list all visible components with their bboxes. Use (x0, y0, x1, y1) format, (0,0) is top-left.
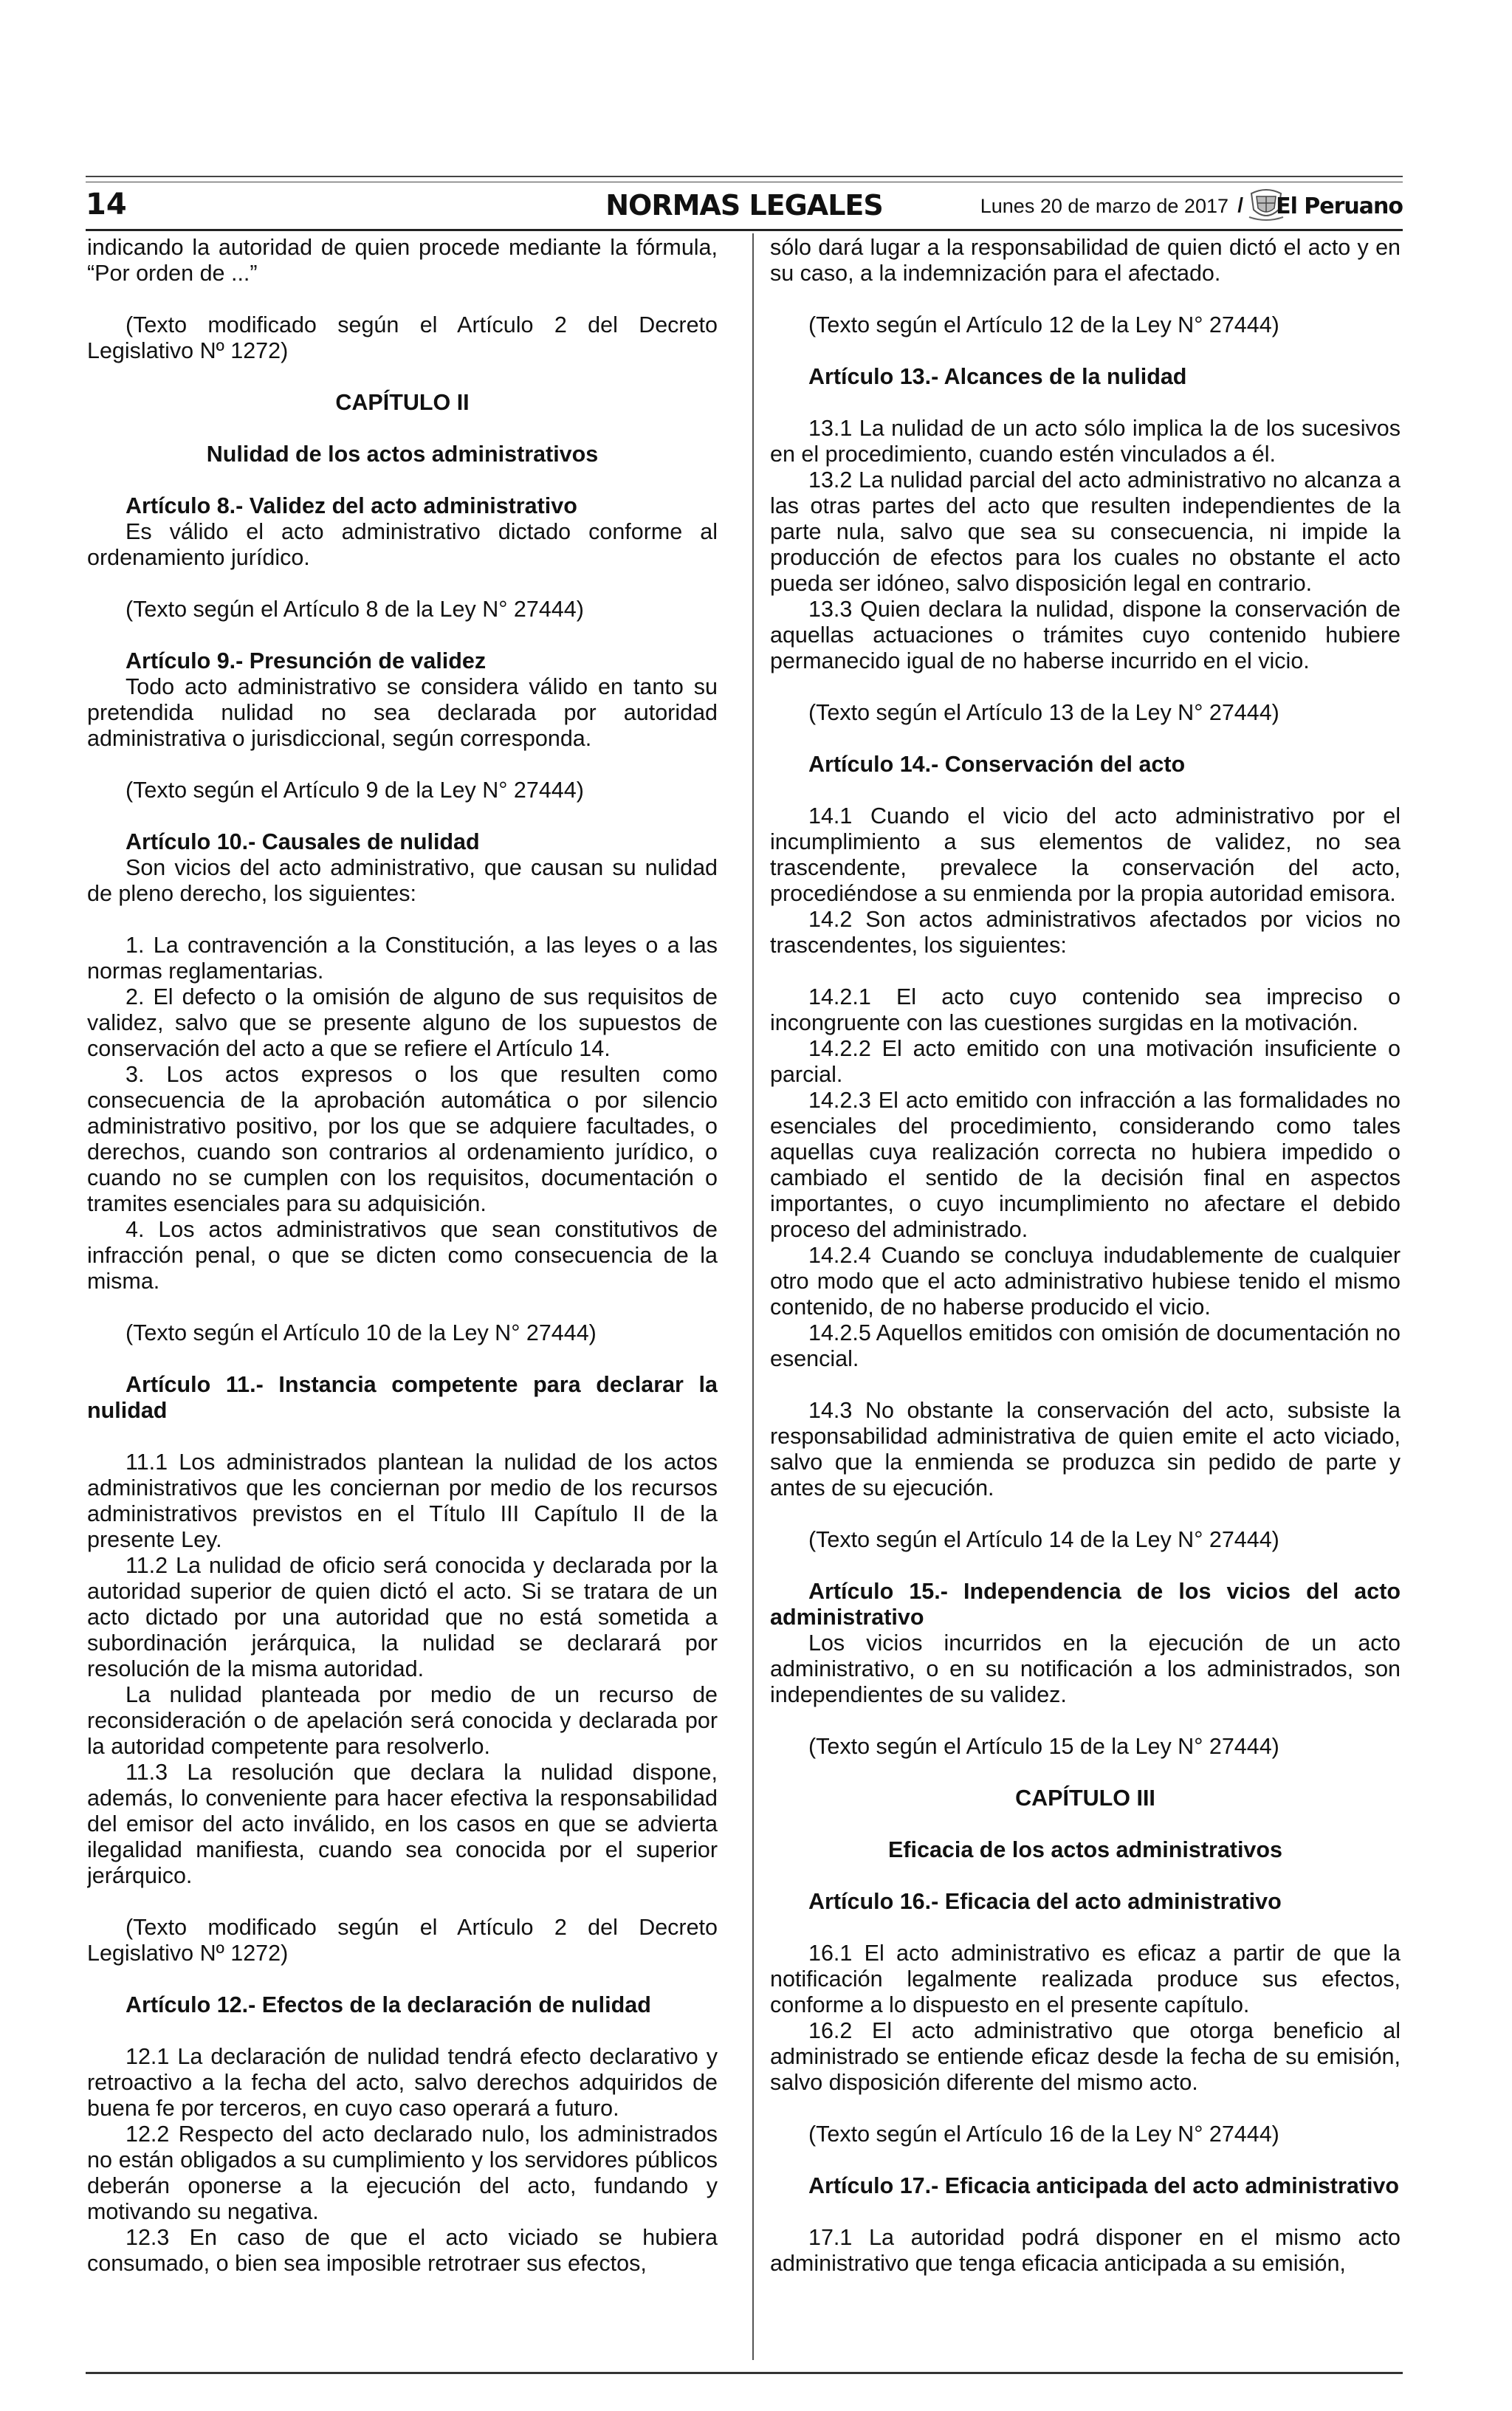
paragraph: indicando la autoridad de quien procede mediante la fórmula, “Por orden de ...” (87, 235, 718, 286)
paragraph: 11.2 La nulidad de oficio será conocida y declarada por la autoridad superior de quien dictó el acto. Si se tratara de un acto dictado por una autoridad que no está sometida a subordinación jerárquica, la nulidad se declarará por resolución de la misma autoridad. (87, 1553, 718, 1681)
article-heading: Artículo 11.- Instancia competente para declarar la nulidad (87, 1372, 718, 1423)
list-item: 1. La contravención a la Constitución, a las leyes o a las normas reglamentarias. (87, 933, 718, 984)
paragraph: 14.1 Cuando el vicio del acto administrativo por el incumplimiento a sus elementos de validez, no sea trascendente, prevalece la conservación del acto, procediéndose a su enmienda por la propia autoridad emisora. (770, 803, 1401, 906)
paragraph: 12.1 La declaración de nulidad tendrá efecto declarativo y retroactivo a la fecha del acto, salvo derechos adquiridos de buena fe por terceros, en cuyo caso operará a futuro. (87, 2044, 718, 2121)
paragraph: 14.3 No obstante la conservación del acto, subsiste la responsabilidad administrativa de quien emite el acto viciado, salvo que la enmienda se produzca sin pedido de parte y antes de su ejecución. (770, 1398, 1401, 1501)
chapter-title: Eficacia de los actos administrativos (888, 1837, 1282, 1862)
paragraph: 11.1 Los administrados plantean la nulidad de los actos administrativos que les conciernan por medio de los recursos administrativos previstos en el Título III Capítulo II de la presente Ley. (87, 1450, 718, 1552)
chapter-heading: CAPÍTULO III (1015, 1786, 1155, 1811)
chapter-heading: CAPÍTULO II (335, 390, 470, 415)
list-item: 3. Los actos expresos o los que resulten como consecuencia de la aprobación automática o por silencio administrativo positivo, por los que se adquiere facultades, o derechos, cuando son contrarios al ordenamiento jurídico, o cuando no se cumplen con los requisitos, documentación o tramites esenciales para su adquisición. (87, 1062, 718, 1216)
paragraph: La nulidad planteada por medio de un recurso de reconsideración o de apelación será conocida y declarada por la autoridad competente para resolverlo. (87, 1682, 718, 1759)
article-heading: Artículo 8.- Validez del acto administrativo (126, 493, 577, 518)
paragraph: 13.3 Quien declara la nulidad, dispone la conservación de aquellas actuaciones o trámites cuyo contenido hubiere permanecido igual de no haberse incurrido en el vicio. (770, 597, 1401, 673)
issue-date: Lunes 20 de marzo de 2017 (980, 195, 1228, 217)
source-note: (Texto según el Artículo 16 de la Ley N° 27444) (808, 2122, 1279, 2147)
paragraph: Es válido el acto administrativo dictado conforme al ordenamiento jurídico. (87, 519, 718, 570)
page-number: 14 (86, 188, 127, 222)
list-item: 14.2.2 El acto emitido con una motivación insuficiente o parcial. (770, 1036, 1401, 1087)
section-title: NORMAS LEGALES (605, 189, 883, 222)
list-item: 4. Los actos administrativos que sean constitutivos de infracción penal, o que se dicten como consecuencia de la misma. (87, 1217, 718, 1294)
paragraph: 14.2 Son actos administrativos afectados por vicios no trascendentes, los siguientes: (770, 907, 1401, 958)
list-item: 14.2.5 Aquellos emitidos con omisión de documentación no esencial. (770, 1320, 1401, 1371)
paragraph: sólo dará lugar a la responsabilidad de quien dictó el acto y en su caso, a la indemnización para el afectado. (770, 235, 1401, 286)
paragraph: 13.2 La nulidad parcial del acto administrativo no alcanza a las otras partes del acto que resulten independientes de la parte nula, salvo que sea su consecuencia, ni impide la producción de efectos para los cuales no obstante el acto pueda ser idóneo, salvo disposición legal en contrario. (770, 467, 1401, 596)
paragraph: 16.1 El acto administrativo es eficaz a partir de que la notificación legalmente realizada produce sus efectos, conforme a lo dispuesto en el presente capítulo. (770, 1941, 1401, 2017)
source-note: (Texto según el Artículo 8 de la Ley N° 27444) (126, 597, 584, 622)
article-heading: Artículo 10.- Causales de nulidad (126, 829, 480, 854)
paragraph: 17.1 La autoridad podrá disponer en el mismo acto administrativo que tenga eficacia anticipada a su emisión, (770, 2225, 1401, 2276)
article-heading: Artículo 13.- Alcances de la nulidad (808, 364, 1187, 389)
paragraph: Todo acto administrativo se considera válido en tanto su pretendida nulidad no sea declarada por autoridad administrativa o jurisdiccional, según corresponda. (87, 674, 718, 751)
paragraph: Los vicios incurridos en la ejecución de un acto administrativo, o en su notificación a los administrados, son independientes de su validez. (770, 1630, 1401, 1707)
right-column (770, 235, 1401, 2362)
top-rule (86, 176, 1403, 177)
source-note: (Texto según el Artículo 14 de la Ley N° 27444) (808, 1527, 1279, 1552)
source-note: (Texto modificado según el Artículo 2 del Decreto Legislativo Nº 1272) (87, 312, 718, 363)
source-note: (Texto según el Artículo 10 de la Ley N° 27444) (126, 1320, 597, 1345)
left-column (87, 235, 718, 2362)
article-heading: Artículo 17.- Eficacia anticipada del acto administrativo (808, 2173, 1400, 2198)
paragraph: 16.2 El acto administrativo que otorga beneficio al administrado se entiende eficaz desde la fecha de su emisión, salvo disposición diferente del mismo acto. (770, 2018, 1401, 2095)
article-heading: Artículo 15.- Independencia de los vicios del acto administrativo (770, 1579, 1401, 1630)
source-note: (Texto según el Artículo 12 de la Ley N° 27444) (808, 312, 1279, 337)
paragraph: 12.2 Respecto del acto declarado nulo, los administrados no están obligados a su cumplimiento y los servidores públicos deberán oponerse a la ejecución del acto, fundando y motivando su negativa. (87, 2122, 718, 2224)
paragraph: 12.3 En caso de que el acto viciado se hubiera consumado, o bien sea imposible retrotraer sus efectos, (87, 2225, 718, 2276)
source-note: (Texto según el Artículo 13 de la Ley N° 27444) (808, 700, 1279, 725)
paragraph: 11.3 La resolución que declara la nulidad dispone, además, lo conveniente para hacer efectiva la responsabilidad del emisor del acto inválido, en los casos en que se advierta ilegalidad manifiesta, cuando sea conocida por el superior jerárquico. (87, 1760, 718, 1888)
article-heading: Artículo 14.- Conservación del acto (808, 752, 1186, 777)
bottom-rule (86, 2372, 1403, 2374)
list-item: 2. El defecto o la omisión de alguno de sus requisitos de validez, salvo que se presente alguno de los supuestos de conservación del acto a que se refiere el Artículo 14. (87, 984, 718, 1061)
column-divider (752, 233, 754, 2360)
newspaper-brand: El Peruano (1276, 193, 1403, 219)
paragraph: Son vicios del acto administrativo, que causan su nulidad de pleno derecho, los siguientes: (87, 855, 718, 906)
list-item: 14.2.4 Cuando se concluya indudablemente de cualquier otro modo que el acto administrativo hubiese tenido el mismo contenido, de no haberse producido el vicio. (770, 1243, 1401, 1320)
chapter-title: Nulidad de los actos administrativos (206, 442, 599, 467)
list-item: 14.2.1 El acto cuyo contenido sea impreciso o incongruente con las cuestiones surgidas en la motivación. (770, 984, 1401, 1035)
paragraph: 13.1 La nulidad de un acto sólo implica la de los sucesivos en el procedimiento, cuando estén vinculados a él. (770, 416, 1401, 467)
header-rule (86, 229, 1403, 231)
header-separator: / (1237, 193, 1243, 216)
source-note: (Texto según el Artículo 15 de la Ley N° 27444) (808, 1734, 1279, 1759)
article-heading: Artículo 16.- Eficacia del acto administrativo (808, 1889, 1282, 1914)
list-item: 14.2.3 El acto emitido con infracción a las formalidades no esenciales del procedimiento, considerando como tales aquellas cuya realización correcta no hubiera impedido o cambiado el sentido de la decisión final en aspectos importantes, o cuyo incumplimiento no afectare el debido proceso del administrado. (770, 1088, 1401, 1242)
source-note: (Texto según el Artículo 9 de la Ley N° 27444) (126, 778, 584, 803)
source-note: (Texto modificado según el Artículo 2 del Decreto Legislativo Nº 1272) (87, 1915, 718, 1966)
article-heading: Artículo 9.- Presunción de validez (126, 648, 487, 673)
article-heading: Artículo 12.- Efectos de la declaración de nulidad (126, 1992, 651, 2017)
page-header (86, 185, 1403, 227)
